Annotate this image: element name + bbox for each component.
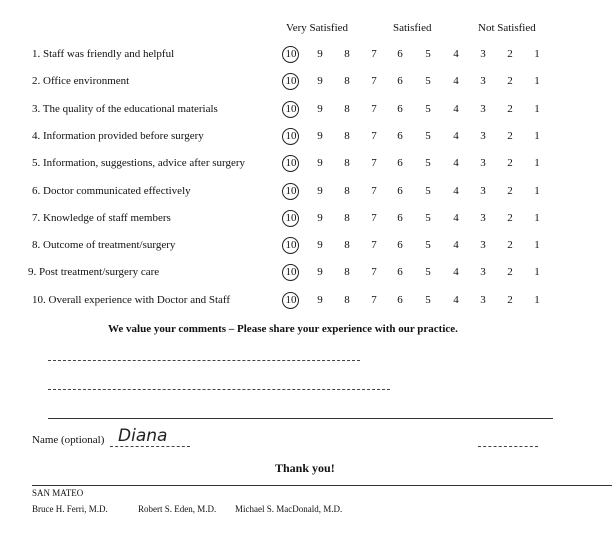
rating-option-6[interactable]: 6 [397, 212, 403, 224]
rating-option-10[interactable]: 10 [285, 48, 297, 60]
name-field[interactable]: Diana [118, 426, 168, 446]
footer-rule [32, 485, 612, 486]
rating-option-2[interactable]: 2 [507, 130, 513, 142]
thank-you-text: Thank you! [275, 461, 335, 475]
rating-option-9[interactable]: 9 [317, 130, 323, 142]
rating-option-1[interactable]: 1 [534, 48, 540, 60]
rating-option-2[interactable]: 2 [507, 185, 513, 197]
comment-line[interactable] [48, 389, 390, 390]
rating-option-7[interactable]: 7 [371, 75, 377, 87]
rating-option-10[interactable]: 10 [285, 239, 297, 251]
rating-option-2[interactable]: 2 [507, 103, 513, 115]
question-label: 4. Information provided before surgery [32, 130, 204, 142]
rating-option-3[interactable]: 3 [480, 103, 486, 115]
rating-option-5[interactable]: 5 [425, 294, 431, 306]
rating-option-9[interactable]: 9 [317, 212, 323, 224]
rating-option-10[interactable]: 10 [285, 130, 297, 142]
rating-option-1[interactable]: 1 [534, 157, 540, 169]
question-label: 3. The quality of the educational materials [32, 103, 218, 115]
rating-option-6[interactable]: 6 [397, 185, 403, 197]
rating-option-8[interactable]: 8 [344, 212, 350, 224]
rating-option-2[interactable]: 2 [507, 212, 513, 224]
rating-option-5[interactable]: 5 [425, 212, 431, 224]
rating-option-10[interactable]: 10 [285, 266, 297, 278]
rating-option-4[interactable]: 4 [453, 239, 459, 251]
rating-option-1[interactable]: 1 [534, 212, 540, 224]
question-label: 9. Post treatment/surgery care [28, 266, 160, 278]
rating-option-4[interactable]: 4 [453, 130, 459, 142]
rating-option-10[interactable]: 10 [285, 212, 297, 224]
name-line-right [478, 446, 538, 447]
rating-option-4[interactable]: 4 [453, 103, 459, 115]
rating-option-7[interactable]: 7 [371, 103, 377, 115]
rating-option-9[interactable]: 9 [317, 266, 323, 278]
rating-option-6[interactable]: 6 [397, 130, 403, 142]
rating-option-8[interactable]: 8 [344, 48, 350, 60]
doctor-name: Michael S. MacDonald, M.D. [235, 504, 343, 514]
selected-rating-circle [282, 237, 299, 254]
rating-option-4[interactable]: 4 [453, 266, 459, 278]
name-label: Name (optional) [32, 434, 105, 446]
rating-option-3[interactable]: 3 [480, 75, 486, 87]
rating-option-9[interactable]: 9 [317, 48, 323, 60]
question-label: 5. Information, suggestions, advice after surgery [32, 157, 246, 169]
rating-option-9[interactable]: 9 [317, 294, 323, 306]
location-label: SAN MATEO [32, 488, 84, 498]
rating-option-1[interactable]: 1 [534, 185, 540, 197]
rating-option-10[interactable]: 10 [285, 157, 297, 169]
rating-option-2[interactable]: 2 [507, 294, 513, 306]
question-label: 1. Staff was friendly and helpful [32, 48, 175, 60]
rating-option-8[interactable]: 8 [344, 239, 350, 251]
rating-option-4[interactable]: 4 [453, 157, 459, 169]
rating-option-1[interactable]: 1 [534, 130, 540, 142]
selected-rating-circle [282, 155, 299, 172]
rating-option-3[interactable]: 3 [480, 266, 486, 278]
question-label: 2. Office environment [32, 75, 130, 87]
rating-option-4[interactable]: 4 [453, 185, 459, 197]
rating-option-1[interactable]: 1 [534, 103, 540, 115]
rating-option-4[interactable]: 4 [453, 294, 459, 306]
rating-option-1[interactable]: 1 [534, 294, 540, 306]
doctor-name: Robert S. Eden, M.D. [138, 504, 217, 514]
rating-option-9[interactable]: 9 [317, 185, 323, 197]
rating-option-2[interactable]: 2 [507, 157, 513, 169]
rating-option-5[interactable]: 5 [425, 48, 431, 60]
question-label: 8. Outcome of treatment/surgery [32, 239, 176, 251]
rating-option-7[interactable]: 7 [371, 266, 377, 278]
rating-option-2[interactable]: 2 [507, 239, 513, 251]
rating-option-10[interactable]: 10 [285, 185, 297, 197]
rating-option-6[interactable]: 6 [397, 294, 403, 306]
selected-rating-circle [282, 292, 299, 309]
rating-option-9[interactable]: 9 [317, 103, 323, 115]
rating-option-2[interactable]: 2 [507, 75, 513, 87]
rating-option-5[interactable]: 5 [425, 239, 431, 251]
rating-option-6[interactable]: 6 [397, 103, 403, 115]
rating-option-5[interactable]: 5 [425, 266, 431, 278]
rating-option-3[interactable]: 3 [480, 48, 486, 60]
comment-line[interactable] [48, 360, 360, 361]
rating-option-8[interactable]: 8 [344, 294, 350, 306]
selected-rating-circle [282, 73, 299, 90]
rating-option-4[interactable]: 4 [453, 75, 459, 87]
rating-option-10[interactable]: 10 [285, 75, 297, 87]
rating-option-3[interactable]: 3 [480, 130, 486, 142]
rating-option-5[interactable]: 5 [425, 103, 431, 115]
header-very-satisfied: Very Satisfied [286, 22, 349, 34]
comments-prompt: We value your comments – Please share your experience with our practice. [108, 323, 458, 335]
rating-option-3[interactable]: 3 [480, 212, 486, 224]
rating-option-6[interactable]: 6 [397, 75, 403, 87]
rating-option-1[interactable]: 1 [534, 239, 540, 251]
rating-option-8[interactable]: 8 [344, 266, 350, 278]
rating-option-7[interactable]: 7 [371, 48, 377, 60]
rating-option-5[interactable]: 5 [425, 130, 431, 142]
rating-option-5[interactable]: 5 [425, 75, 431, 87]
question-label: 10. Overall experience with Doctor and Staff [32, 294, 231, 306]
rating-option-1[interactable]: 1 [534, 266, 540, 278]
rating-option-7[interactable]: 7 [371, 212, 377, 224]
question-label: 7. Knowledge of staff members [32, 212, 171, 224]
rating-option-9[interactable]: 9 [317, 157, 323, 169]
rating-option-3[interactable]: 3 [480, 185, 486, 197]
rating-option-7[interactable]: 7 [371, 130, 377, 142]
selected-rating-circle [282, 264, 299, 281]
rating-option-10[interactable]: 10 [285, 294, 297, 306]
rating-option-9[interactable]: 9 [317, 75, 323, 87]
selected-rating-circle [282, 101, 299, 118]
rating-option-8[interactable]: 8 [344, 103, 350, 115]
rating-option-10[interactable]: 10 [285, 103, 297, 115]
rating-option-4[interactable]: 4 [453, 48, 459, 60]
rating-option-3[interactable]: 3 [480, 157, 486, 169]
selected-rating-circle [282, 46, 299, 63]
rating-option-2[interactable]: 2 [507, 266, 513, 278]
selected-rating-circle [282, 128, 299, 145]
rating-option-7[interactable]: 7 [371, 185, 377, 197]
rating-option-3[interactable]: 3 [480, 294, 486, 306]
rating-option-5[interactable]: 5 [425, 157, 431, 169]
rating-option-1[interactable]: 1 [534, 75, 540, 87]
selected-rating-circle [282, 183, 299, 200]
rating-option-3[interactable]: 3 [480, 239, 486, 251]
header-not-satisfied: Not Satisfied [478, 22, 536, 34]
rating-option-2[interactable]: 2 [507, 48, 513, 60]
rating-option-4[interactable]: 4 [453, 212, 459, 224]
header-satisfied: Satisfied [393, 22, 432, 34]
rating-option-7[interactable]: 7 [371, 294, 377, 306]
rating-option-7[interactable]: 7 [371, 157, 377, 169]
rating-option-8[interactable]: 8 [344, 185, 350, 197]
rating-option-6[interactable]: 6 [397, 266, 403, 278]
question-label: 6. Doctor communicated effectively [32, 185, 191, 197]
rating-option-8[interactable]: 8 [344, 75, 350, 87]
rating-option-6[interactable]: 6 [397, 48, 403, 60]
doctor-name: Bruce H. Ferri, M.D. [32, 504, 108, 514]
rating-option-6[interactable]: 6 [397, 239, 403, 251]
rating-option-5[interactable]: 5 [425, 185, 431, 197]
selected-rating-circle [282, 210, 299, 227]
rating-option-7[interactable]: 7 [371, 239, 377, 251]
name-line [110, 446, 190, 447]
rating-option-6[interactable]: 6 [397, 157, 403, 169]
rating-option-8[interactable]: 8 [344, 157, 350, 169]
rating-option-8[interactable]: 8 [344, 130, 350, 142]
rating-option-9[interactable]: 9 [317, 239, 323, 251]
comment-line[interactable] [48, 418, 553, 419]
